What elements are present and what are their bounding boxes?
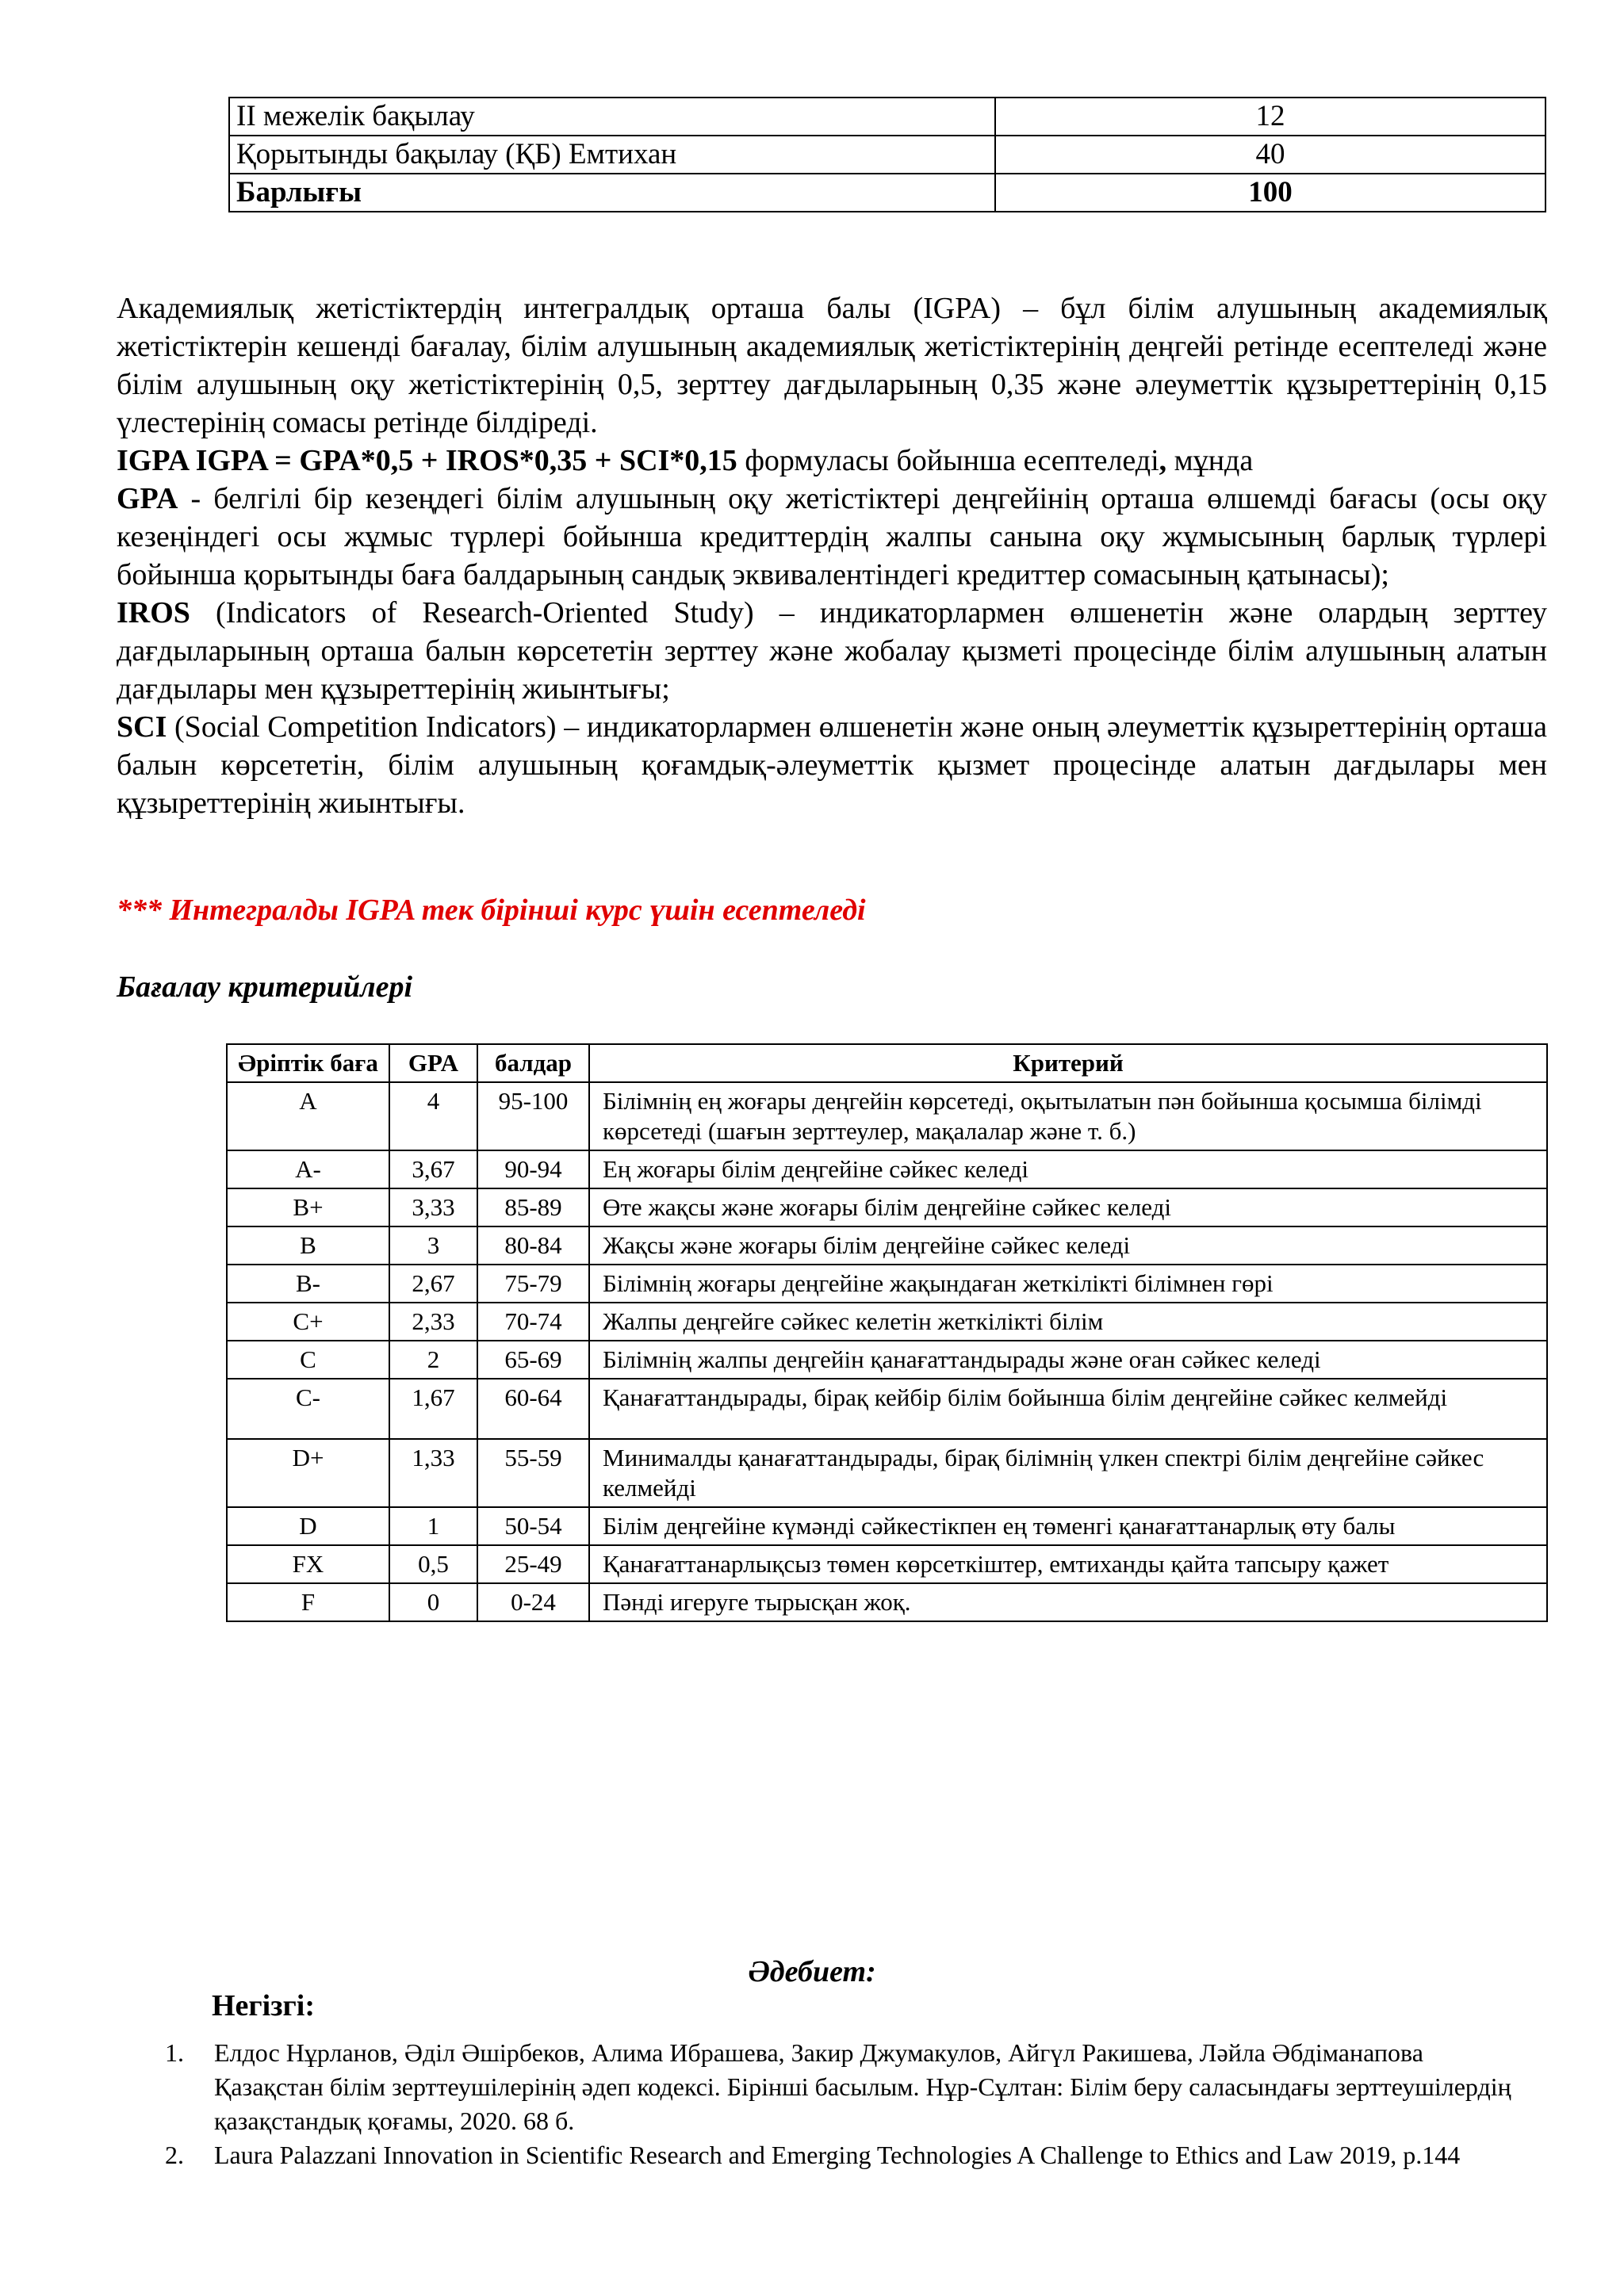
grade-criterion: Білімнің жоғары деңгейіне жақындаған жеткілікті білімнен гөрі	[589, 1265, 1547, 1303]
sci-definition	[117, 708, 1547, 822]
grade-criterion: Жалпы деңгейге сәйкес келетін жеткілікті білім	[589, 1303, 1547, 1341]
grade-letter: B-	[227, 1265, 389, 1303]
header-criterion: Критерий	[589, 1044, 1547, 1082]
table-row	[227, 1439, 1547, 1507]
table-row	[227, 1082, 1547, 1150]
gpa-term: GPA	[117, 482, 178, 515]
grade-letter: B	[227, 1226, 389, 1265]
grade-points: 25-49	[477, 1545, 589, 1583]
formula-bold: IGPA IGPA = GPA*0,5 + IROS*0,35 + SCI*0,15	[117, 444, 737, 477]
score-table	[228, 97, 1546, 212]
grade-points: 50-54	[477, 1507, 589, 1545]
grade-points: 60-64	[477, 1379, 589, 1439]
grade-gpa: 1	[389, 1507, 477, 1545]
grade-letter: A-	[227, 1150, 389, 1188]
reference-number: 2.	[165, 2141, 184, 2169]
grade-criterion: Өте жақсы және жоғары білім деңгейіне сәйкес келеді	[589, 1188, 1547, 1226]
igpa-formula	[117, 442, 1547, 480]
reference-list	[159, 2036, 1522, 2172]
score-label: Қорытынды бақылау (ҚБ) Емтихан	[229, 136, 995, 174]
literature-title: Әдебиет:	[748, 1955, 876, 1988]
grade-gpa: 2	[389, 1341, 477, 1379]
grade-letter: FX	[227, 1545, 389, 1583]
grade-points: 95-100	[477, 1082, 589, 1150]
gpa-definition	[117, 480, 1547, 594]
table-row	[227, 1507, 1547, 1545]
table-row	[227, 1379, 1547, 1439]
reference-item	[159, 2138, 1522, 2172]
grade-points: 85-89	[477, 1188, 589, 1226]
header-points: балдар	[477, 1044, 589, 1082]
grade-criterion: Пәнді игеруге тырысқан жоқ.	[589, 1583, 1547, 1621]
table-row	[227, 1188, 1547, 1226]
table-row	[229, 136, 1545, 174]
table-row	[227, 1150, 1547, 1188]
gpa-def: - белгілі бір кезеңдегі білім алушының оқу жетістіктері деңгейінің орташа өлшемді бағасы (осы оқу кезеңіндегі осы жұмыс түрлері бойынша кредиттердің жалпы санына оқу жұмысының барлық түрлері бойынша қорытынды баға балдарының сандық эквивалентіндегі кредиттер сомасының қатынасы);	[117, 482, 1547, 591]
table-row-total	[229, 174, 1545, 212]
iros-term: IROS	[117, 596, 190, 629]
grade-points: 80-84	[477, 1226, 589, 1265]
table-row	[229, 98, 1545, 136]
reference-text: Laura Palazzani Innovation in Scientific Research and Emerging Technologies A Challenge to Ethics and Law 2019, p.144	[214, 2141, 1461, 2169]
reference-item	[159, 2036, 1522, 2138]
iros-def: (Indicators of Research-Oriented Study) – индикаторлармен өлшенетін және олардың зерттеу дағдыларының орташа балын көрсететін зерттеу және жобалау қызметі процесінде білім алушының алатын дағдылары мен құзыреттерінің жиынтығы;	[117, 596, 1547, 706]
grade-letter: A	[227, 1082, 389, 1150]
formula-rest: формуласы бойынша есептеледі	[737, 444, 1159, 477]
grades-table	[226, 1043, 1548, 1622]
grade-criterion: Минималды қанағаттандырады, бірақ білімнің үлкен спектрі білім деңгейіне сәйкес келмейді	[589, 1439, 1547, 1507]
formula-end: мұнда	[1166, 444, 1254, 477]
igpa-description	[117, 289, 1547, 822]
table-row	[227, 1303, 1547, 1341]
grade-gpa: 1,33	[389, 1439, 477, 1507]
grade-criterion: Білімнің жалпы деңгейін қанағаттандырады және оған сәйкес келеді	[589, 1341, 1547, 1379]
grade-gpa: 1,67	[389, 1379, 477, 1439]
grade-criterion: Ең жоғары білім деңгейіне сәйкес келеді	[589, 1150, 1547, 1188]
grade-letter: C	[227, 1341, 389, 1379]
score-value: 12	[995, 98, 1545, 136]
grade-letter: F	[227, 1583, 389, 1621]
grades-body	[227, 1082, 1547, 1621]
table-row	[227, 1265, 1547, 1303]
score-label: ІІ межелік бақылау	[229, 98, 995, 136]
igpa-intro: Академиялық жетістіктердің интегралдық орташа балы (IGPA) – бұл білім алушының академиялық жетістіктерін кешенді бағалау, білім алушының академиялық жетістіктерінің деңгейі ретінде есептеледі және білім алушының оқу жетістіктерінің 0,5, зерттеу дағдыларының 0,35 және әлеуметтік құзыреттерінің 0,15 үлестерінің сомасы ретінде білдіреді.	[117, 292, 1547, 439]
grade-letter: C+	[227, 1303, 389, 1341]
grade-points: 65-69	[477, 1341, 589, 1379]
grade-gpa: 3	[389, 1226, 477, 1265]
grade-points: 70-74	[477, 1303, 589, 1341]
formula-comma: ,	[1159, 444, 1167, 477]
grade-gpa: 4	[389, 1082, 477, 1150]
grade-letter: C-	[227, 1379, 389, 1439]
grade-criterion: Жақсы және жоғары білім деңгейіне сәйкес келеді	[589, 1226, 1547, 1265]
grade-points: 90-94	[477, 1150, 589, 1188]
grade-criterion: Білім деңгейіне күмәнді сәйкестікпен ең төменгі қанағаттанарлық өту балы	[589, 1507, 1547, 1545]
grade-criterion: Қанағаттанарлықсыз төмен көрсеткіштер, емтиханды қайта тапсыру қажет	[589, 1545, 1547, 1583]
grade-gpa: 3,33	[389, 1188, 477, 1226]
literature-subtitle: Негізгі:	[212, 1989, 315, 2022]
header-letter: Әріптік баға	[227, 1044, 389, 1082]
sci-def: (Social Competition Indicators) – индикаторлармен өлшенетін және оның әлеуметтік құзыреттерінің орташа балын көрсететін, білім алушының қоғамдық-әлеуметтік қызмет процесінде алатын дағдылары мен құзыреттерінің жиынтығы.	[117, 710, 1547, 820]
grades-header-row	[227, 1044, 1547, 1082]
grade-gpa: 3,67	[389, 1150, 477, 1188]
grade-criterion: Білімнің ең жоғары деңгейін көрсетеді, оқытылатын пән бойынша қосымша білімді көрсетеді (шағын зерттеулер, мақалалар және т. б.)	[589, 1082, 1547, 1150]
table-row	[227, 1583, 1547, 1621]
reference-number: 1.	[165, 2038, 184, 2067]
reference-text: Елдос Нұрланов, Әділ Әшірбеков, Алима Ибрашева, Закир Джумакулов, Айгүл Ракишева, Ләйла Әбдіманапова Қазақстан білім зерттеушілерінің әдеп кодексі. Бірінші басылым. Нұр-Сұлтан: Білім беру саласындағы зерттеушілердің қазақстандық қоғамы, 2020. 68 б.	[214, 2038, 1511, 2135]
grade-gpa: 0	[389, 1583, 477, 1621]
header-gpa: GPA	[389, 1044, 477, 1082]
table-row	[227, 1341, 1547, 1379]
sci-term: SCI	[117, 710, 167, 744]
grade-criterion: Қанағаттандырады, бірақ кейбір білім бойынша білім деңгейіне сәйкес келмейді	[589, 1379, 1547, 1439]
grade-gpa: 2,67	[389, 1265, 477, 1303]
grade-points: 0-24	[477, 1583, 589, 1621]
score-label: Барлығы	[229, 174, 995, 212]
grade-points: 55-59	[477, 1439, 589, 1507]
iros-definition	[117, 594, 1547, 708]
grade-letter: D	[227, 1507, 389, 1545]
score-value: 40	[995, 136, 1545, 174]
table-row	[227, 1226, 1547, 1265]
grade-gpa: 2,33	[389, 1303, 477, 1341]
grade-gpa: 0,5	[389, 1545, 477, 1583]
score-value: 100	[995, 174, 1545, 212]
grade-letter: B+	[227, 1188, 389, 1226]
grade-letter: D+	[227, 1439, 389, 1507]
criteria-title: Бағалау критерийлері	[117, 970, 413, 1004]
table-row	[227, 1545, 1547, 1583]
grade-points: 75-79	[477, 1265, 589, 1303]
igpa-note: *** Интегралды IGPA тек бірінші курс үшін есептеледі	[117, 894, 866, 927]
